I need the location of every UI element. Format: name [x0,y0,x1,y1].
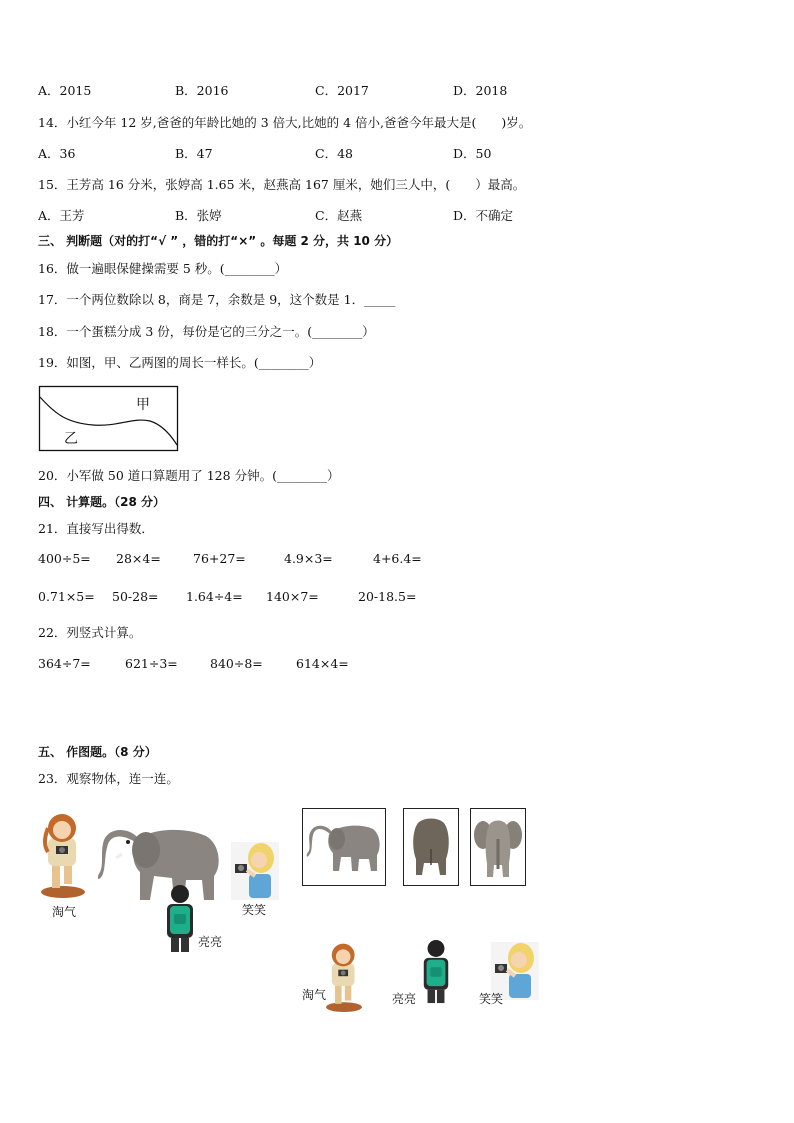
q21-item: 140×7= [266,589,319,604]
q14-option-a: A．36 [38,146,76,161]
name-taoqi-top: 淘气 [52,905,77,919]
q19-label-jia: 甲 [136,397,150,413]
q21-item: 28×4= [116,551,161,566]
q22-item: 621÷3= [125,656,178,671]
q21-item: 76+27= [193,551,246,566]
q15-stem: 15．王芳高 16 分米，张婷高 1.65 米，赵燕高 167 厘米，她们三人中，( ）最高。 [38,177,526,192]
view-box-front[interactable] [470,808,526,886]
q22-item: 364÷7= [38,656,91,671]
q13-option-b: B．2016 [175,83,229,98]
q14-option-d: D．50 [453,146,492,161]
elephant-front-view-icon [471,809,525,885]
q15-option-a: A．王芳 [38,208,85,223]
q22-item: 614×4= [296,656,349,671]
elephant-back-view-icon [404,809,458,885]
q21-item: 400÷5= [38,551,91,566]
q16: 16．做一遍眼保健操需要 5 秒。(________） [38,261,288,276]
girl-taoqi-bottom-illustration [322,942,366,1012]
view-box-side[interactable] [302,808,386,886]
q15-option-d: D．不确定 [453,208,514,223]
section5-title: 五、 作图题。（8 分） [38,745,157,759]
q21-item: 4.9×3= [284,551,333,566]
elephant-side-illustration [94,814,226,904]
q21-item: 20-18.5= [358,589,417,604]
elephant-side-view-icon [303,809,385,885]
girl-xiaoxiao-illustration [231,842,279,900]
q14-option-c: C．48 [315,146,353,161]
q20: 20．小军做 50 道口算题用了 128 分钟。(________） [38,468,340,483]
boy-liangliang-bottom-illustration [420,937,452,1007]
name-liangliang-top: 亮亮 [198,935,223,949]
q19-label-yi: 乙 [64,431,78,447]
q14-stem: 14．小红今年 12 岁,爸爸的年龄比她的 3 倍大,比她的 4 倍小,爸爸今年最大是( )岁。 [38,115,532,130]
name-taoqi-bottom: 淘气 [302,988,327,1002]
q17: 17．一个两位数除以 8，商是 7，余数是 9，这个数是 1．_____ [38,292,396,307]
q19-figure [38,385,180,453]
q13-option-d: D．2018 [453,83,508,98]
boy-liangliang-illustration [163,884,197,954]
q15-option-c: C．赵燕 [315,208,363,223]
name-xiaoxiao-top: 笑笑 [242,903,267,917]
q21-item: 0.71×5= [38,589,95,604]
view-box-back[interactable] [403,808,459,886]
girl-taoqi-illustration [38,812,88,898]
q21: 21．直接写出得数． [38,521,154,536]
q13-option-a: A．2015 [38,83,92,98]
q19: 19．如图，甲、乙两图的周长一样长。(________） [38,355,322,370]
section4-title: 四、 计算题。（28 分） [38,495,166,509]
q21-item: 4+6.4= [373,551,422,566]
q18: 18．一个蛋糕分成 3 份，每份是它的三分之一。(________） [38,324,375,339]
q21-item: 50-28= [112,589,159,604]
q15-option-b: B．张婷 [175,208,222,223]
q14-option-b: B．47 [175,146,213,161]
q23: 23．观察物体，连一连。 [38,771,179,786]
name-xiaoxiao-bottom: 笑笑 [479,992,504,1006]
name-liangliang-bottom: 亮亮 [392,992,417,1006]
q13-option-c: C．2017 [315,83,369,98]
q22: 22．列竖式计算。 [38,625,142,640]
q21-item: 1.64÷4= [186,589,243,604]
section3-title: 三、 判断题（对的打“√ ” ，错的打“×” 。每题 2 分，共 10 分） [38,234,399,248]
q22-item: 840÷8= [210,656,263,671]
